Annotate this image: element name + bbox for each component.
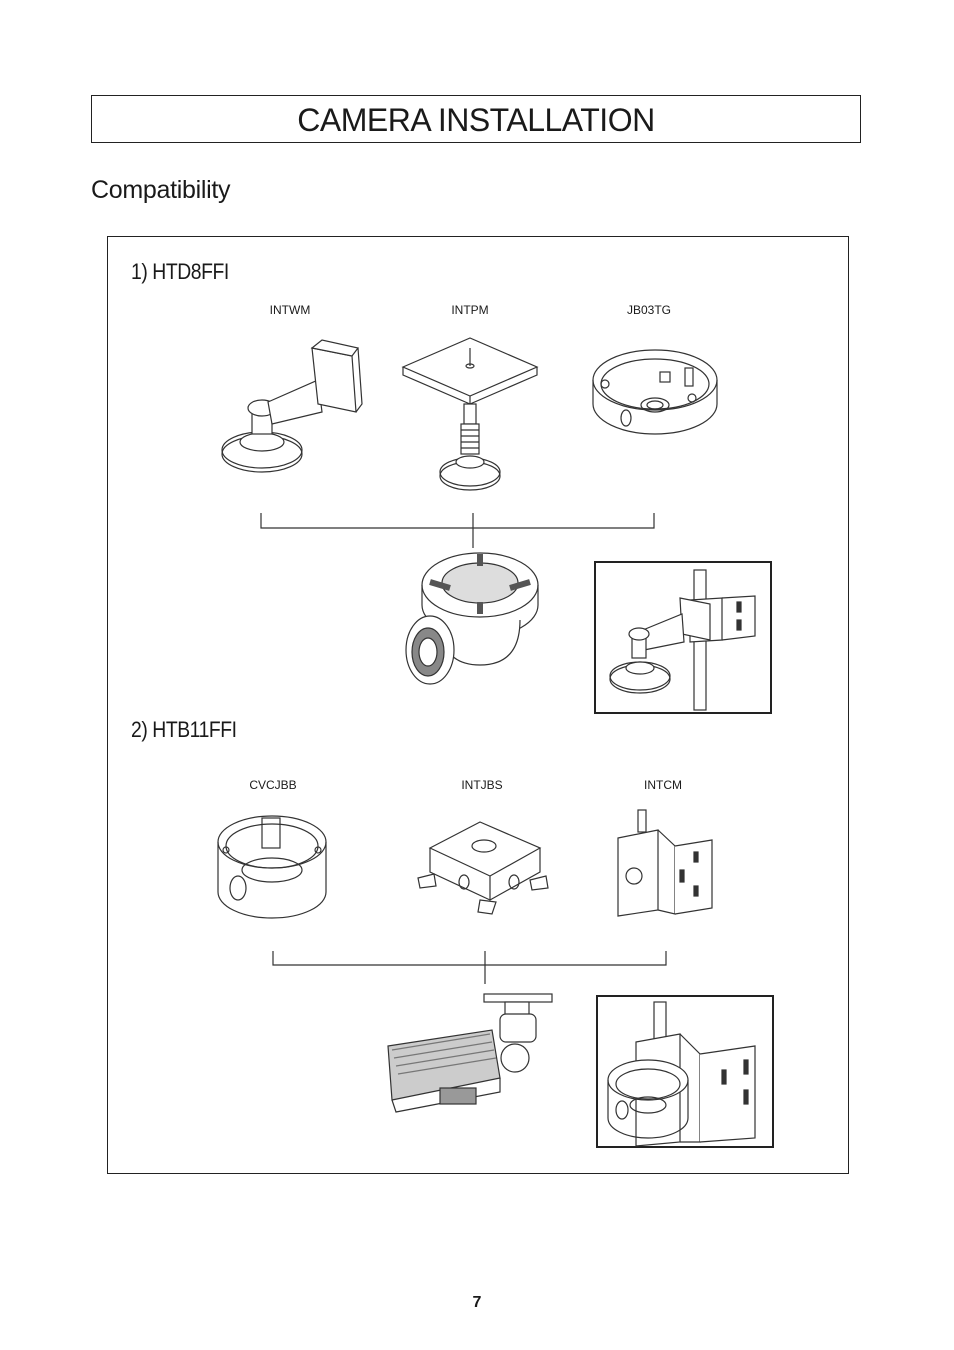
pendant-mount-intpm-icon [403,338,537,490]
installed-example-2-icon [608,1002,755,1146]
junction-box-cvcjbb-icon [218,816,326,918]
accessory-label-intpm: INTPM [451,303,489,317]
page-number: 7 [472,1294,482,1311]
group-title-htb11ffi: 2) HTB11FFI [131,717,237,742]
section-heading: Compatibility [91,176,231,204]
corner-mount-intcm-icon [618,810,712,916]
junction-box-jb03tg-icon [593,350,717,434]
accessory-label-jb03tg: JB03TG [626,303,671,317]
connector-lines-1 [261,513,654,548]
connector-lines-2 [273,951,666,984]
page-title: CAMERA INSTALLATION [297,102,655,138]
wall-mount-intwm-icon [222,340,362,472]
installed-example-1-icon [610,570,755,710]
accessory-label-intwm: INTWM [269,303,311,317]
accessory-label-cvcjbb: CVCJBB [249,778,297,792]
accessory-label-intjbs: INTJBS [461,778,503,792]
junction-box-intjbs-icon [418,822,548,914]
accessory-label-intcm: INTCM [644,778,682,792]
group-title-htd8ffi: 1) HTD8FFI [131,259,229,284]
bullet-camera-htb11ffi-icon [388,994,552,1112]
dome-camera-htd8ffi-icon [406,553,538,684]
